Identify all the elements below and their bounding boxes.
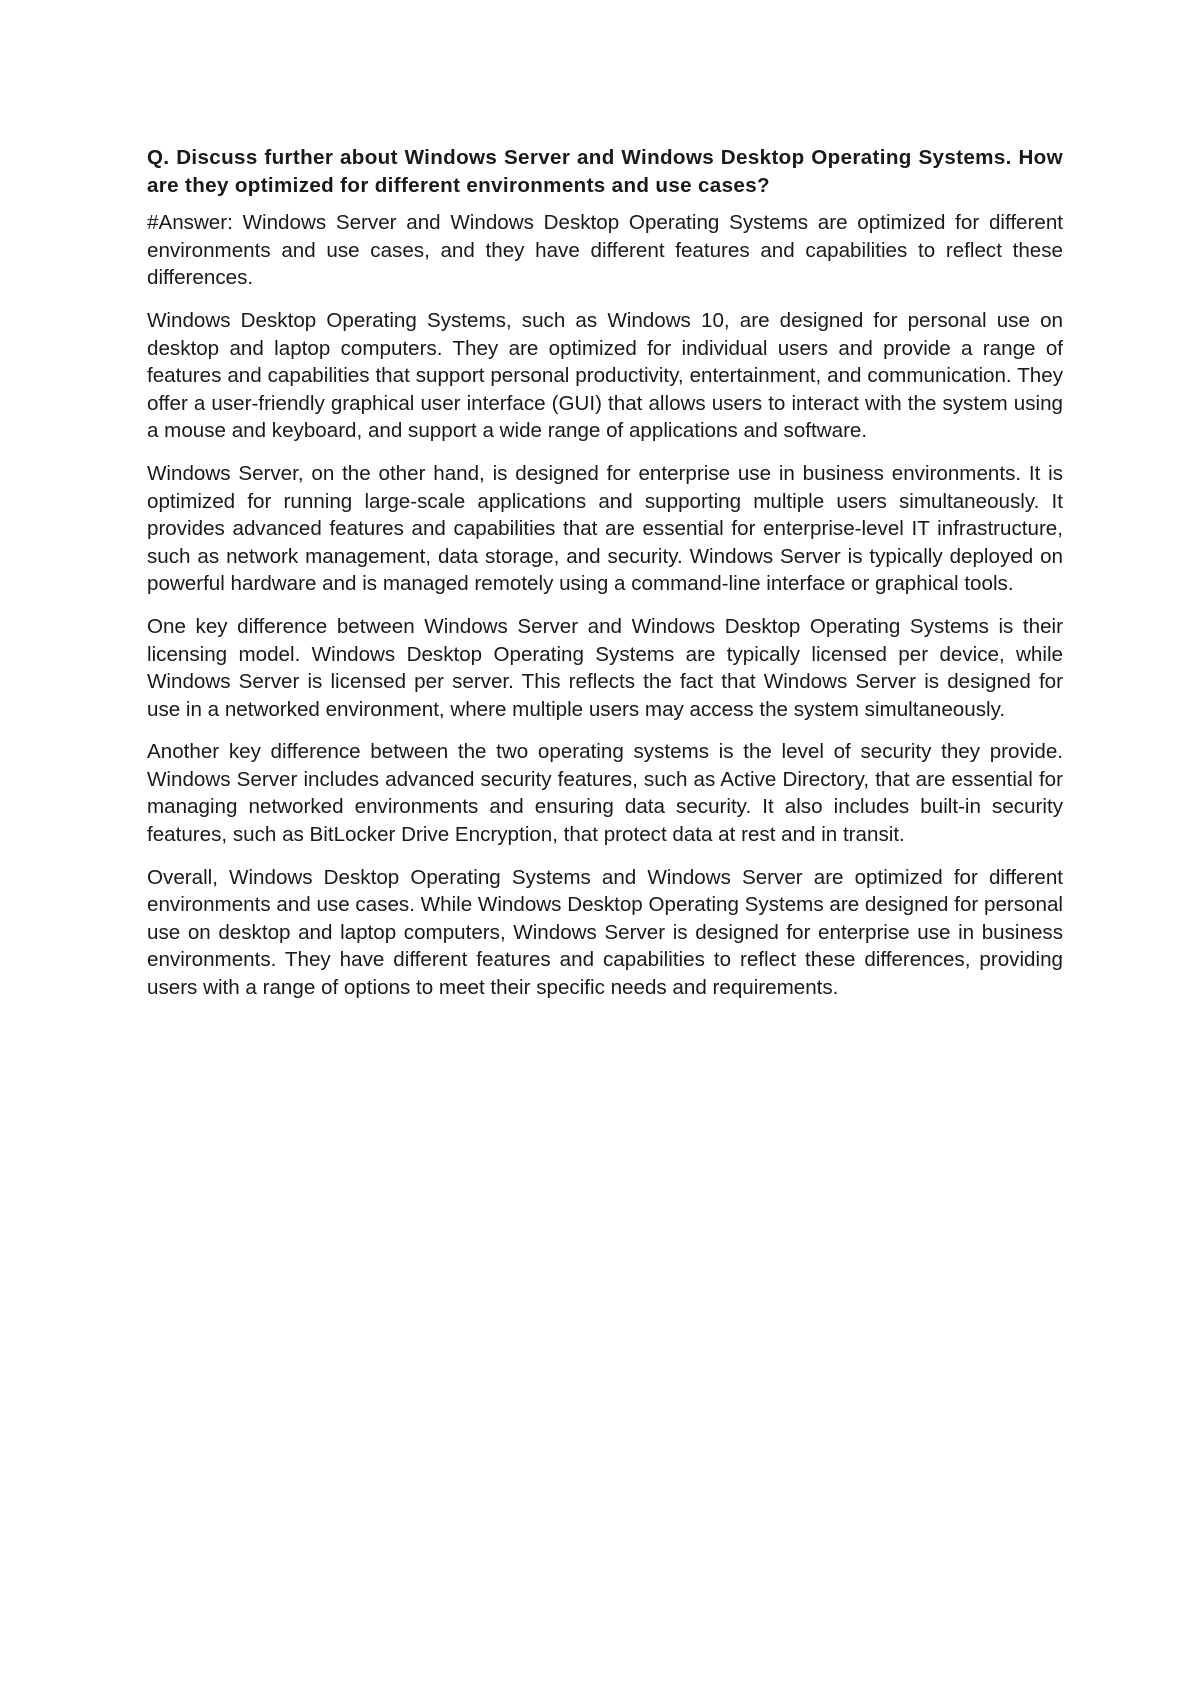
- overall-paragraph: Overall, Windows Desktop Operating Systems and Windows Server are optimized for different environments and use cases. While Windows Desktop Operating Systems are designed for personal use on desktop and laptop computers, Windows Server is designed for enterprise use in business environments. They have different features and capabilities to reflect these differences, providing users with a range of options to meet their specific needs and requirements.: [147, 865, 1063, 1000]
- desktop-os-paragraph: Windows Desktop Operating Systems, such as Windows 10, are designed for personal use on desktop and laptop computers. They are optimized for individual users and provide a range of features and capabilities that support personal productivity, entertainment, and communication. They offer a user-friendly graphical user interface (GUI) that allows users to interact with the system using a mouse and keyboard, and support a wide range of applications and software.: [147, 308, 1063, 443]
- licensing-paragraph: One key difference between Windows Server and Windows Desktop Operating Systems is their licensing model. Windows Desktop Operating Systems are typically licensed per device, while Windows Server is licensed per server. This reflects the fact that Windows Server is designed for use in a networked environment, where multiple users may access the system simultaneously.: [147, 614, 1063, 721]
- windows-server-paragraph: Windows Server, on the other hand, is designed for enterprise use in business environments. It is optimized for running large-scale applications and supporting multiple users simultaneously. It provides advanced features and capabilities that are essential for enterprise-level IT infrastructure, such as network management, data storage, and security. Windows Server is typically deployed on powerful hardware and is managed remotely using a command-line interface or graphical tools.: [147, 461, 1063, 596]
- answer-intro-paragraph: #Answer: Windows Server and Windows Desktop Operating Systems are optimized for different environments and use cases, and they have different features and capabilities to reflect these differences.: [147, 211, 1063, 290]
- document-page: [147, 144, 1063, 1017]
- security-paragraph: Another key difference between the two operating systems is the level of security they provide. Windows Server includes advanced security features, such as Active Directory, that are essential for managing networked environments and ensuring data security. It also includes built-in security features, such as BitLocker Drive Encryption, that protect data at rest and in transit.: [147, 740, 1063, 847]
- question-heading: Q. Discuss further about Windows Server and Windows Desktop Operating Systems. How are they optimized for different environments and use cases?: [147, 146, 1063, 197]
